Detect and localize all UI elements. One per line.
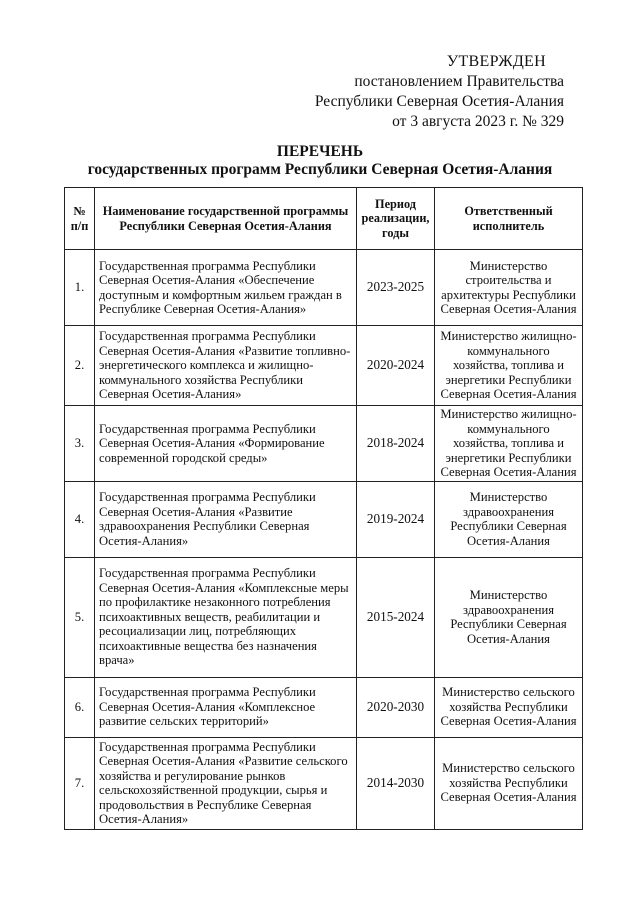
row-num: 2. (65, 326, 95, 406)
row-executor: Министерство сельского хозяйства Республики Северная Осетия-Алания (435, 737, 583, 829)
row-num: 6. (65, 677, 95, 737)
row-program-name: Государственная программа Республики Северная Осетия-Алания «Формирование современной городской среды» (95, 406, 357, 482)
programs-table (64, 187, 583, 830)
row-executor: Министерство жилищно-коммунального хозяйства, топлива и энергетики Республики Северная Осетия-Алания (435, 406, 583, 482)
approval-line-4: от 3 августа 2023 г. № 329 (392, 113, 564, 130)
row-executor: Министерство сельского хозяйства Республики Северная Осетия-Алания (435, 677, 583, 737)
table-row (65, 481, 583, 557)
row-period: 2015-2024 (357, 557, 435, 677)
row-period: 2014-2030 (357, 737, 435, 829)
row-num: 7. (65, 737, 95, 829)
row-program-name: Государственная программа Республики Северная Осетия-Алания «Развитие здравоохранения Республики Северная Осетия-Алания» (95, 481, 357, 557)
table-row (65, 326, 583, 406)
row-executor: Министерство строительства и архитектуры Республики Северная Осетия-Алания (435, 250, 583, 326)
row-executor: Министерство здравоохранения Республики Северная Осетия-Алания (435, 557, 583, 677)
row-period: 2020-2030 (357, 677, 435, 737)
header-period: Период реализации, годы (357, 188, 435, 250)
row-period: 2023-2025 (357, 250, 435, 326)
table-header-row (65, 188, 583, 250)
row-program-name: Государственная программа Республики Северная Осетия-Алания «Развитие сельского хозяйства и регулирование рынков сельскохозяйственной продукции, сырья и продовольствия в Республике Северная Осетия-Алания» (95, 737, 357, 829)
table-row (65, 677, 583, 737)
document-subtitle: государственных программ Республики Северная Осетия-Алания (87, 161, 553, 178)
row-program-name: Государственная программа Республики Северная Осетия-Алания «Обеспечение доступным и комфортным жильем граждан в Республике Северная Осетия-Алания» (95, 250, 357, 326)
row-period: 2018-2024 (357, 406, 435, 482)
table-row (65, 406, 583, 482)
header-executor: Ответственный исполнитель (435, 188, 583, 250)
header-num: № п/п (65, 188, 95, 250)
row-period: 2020-2024 (357, 326, 435, 406)
row-program-name: Государственная программа Республики Северная Осетия-Алания «Развитие топливно-энергетического комплекса и жилищно-коммунального хозяйства Республики Северная Осетия-Алания» (95, 326, 357, 406)
row-program-name: Государственная программа Республики Северная Осетия-Алания «Комплексные меры по профилактике незаконного потребления психоактивных веществ, реабилитации и ресоциализации лиц, потребляющих психоактивные вещества без назначения врача» (95, 557, 357, 677)
row-period: 2019-2024 (357, 481, 435, 557)
approval-line-3: Республики Северная Осетия-Алания (314, 93, 564, 110)
row-executor: Министерство здравоохранения Республики Северная Осетия-Алания (435, 481, 583, 557)
row-executor: Министерство жилищно-коммунального хозяйства, топлива и энергетики Республики Северная Осетия-Алания (435, 326, 583, 406)
row-num: 5. (65, 557, 95, 677)
table-row (65, 557, 583, 677)
row-num: 3. (65, 406, 95, 482)
row-program-name: Государственная программа Республики Северная Осетия-Алания «Комплексное развитие сельских территорий» (95, 677, 357, 737)
approval-line-2: постановлением Правительства (354, 73, 564, 90)
row-num: 4. (65, 481, 95, 557)
approval-block (315, 52, 564, 132)
row-num: 1. (65, 250, 95, 326)
document-title: ПЕРЕЧЕНЬ (276, 143, 364, 160)
table-row (65, 250, 583, 326)
header-name: Наименование государственной программы Республики Северная Осетия-Алания (95, 188, 357, 250)
table-row (65, 737, 583, 829)
approval-heading: УТВЕРЖДЕН (446, 53, 546, 70)
